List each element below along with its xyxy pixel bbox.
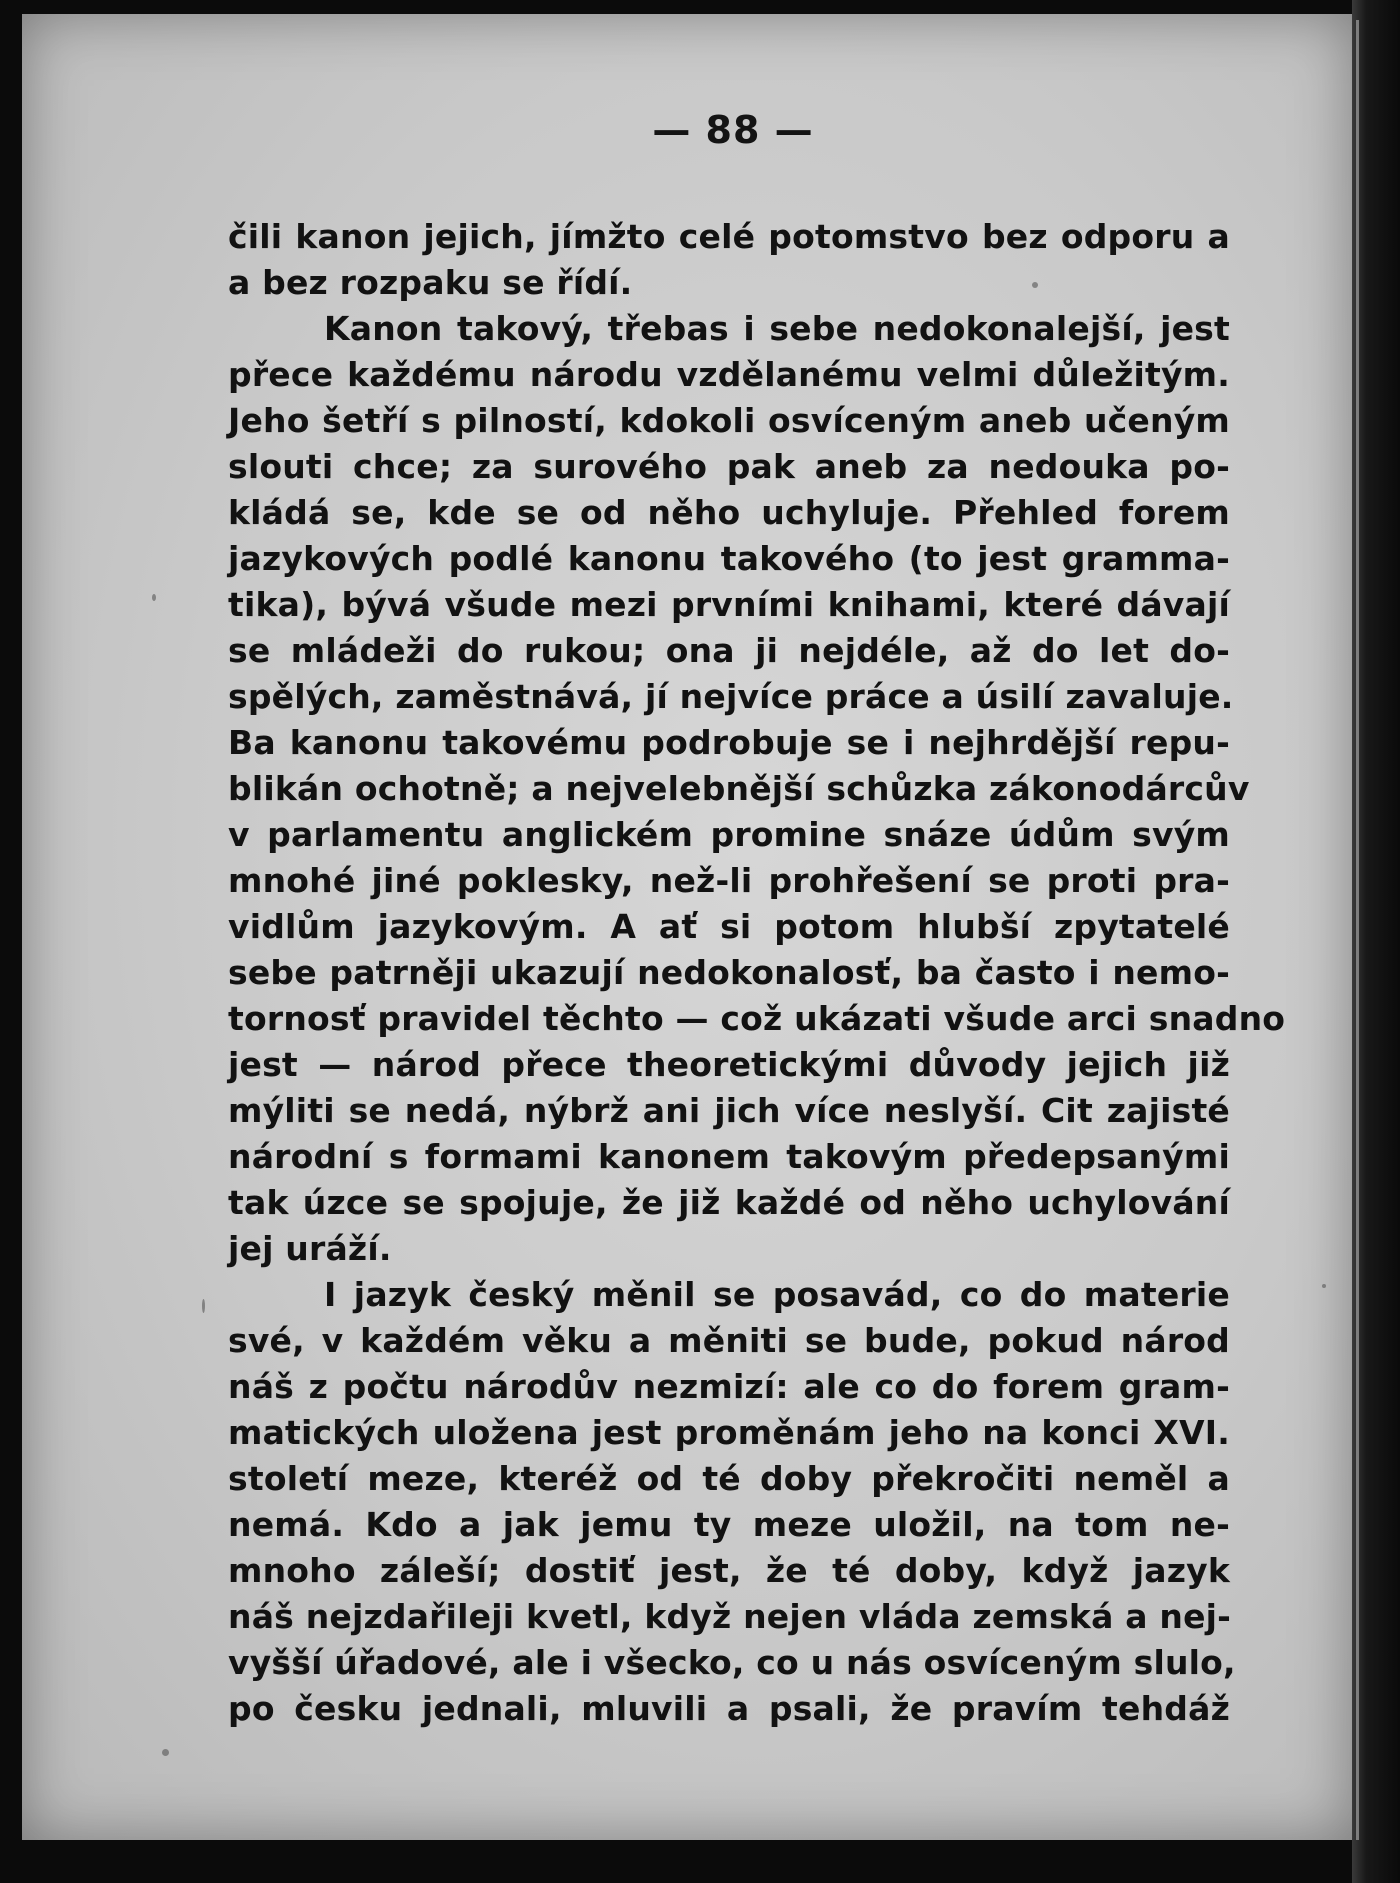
paragraph-first-line: Kanon takový, třebas i sebe nedokonalejší, jest <box>324 309 1230 348</box>
text-line: vyšší úřadové, ale i všecko, co u nás osvíceným slulo, <box>228 1643 1236 1682</box>
text-line: národní s formami kanonem takovým předepsanými <box>228 1137 1230 1176</box>
text-line: jej uráží. <box>228 1229 392 1268</box>
text-line: v parlamentu anglickém promine snáze údům svým <box>228 815 1230 854</box>
text-line: přece každému národu vzdělanému velmi důležitým. <box>228 355 1230 394</box>
text-line: tak úzce se spojuje, že již každé od něho uchylování <box>228 1183 1230 1222</box>
text-line: tornosť pravidel těchto — což ukázati všude arci snadno <box>228 999 1286 1038</box>
text-line: tika), bývá všude mezi prvními knihami, které dávají <box>228 585 1230 624</box>
paper-speck <box>202 1299 205 1313</box>
book-spine-edge <box>1356 20 1359 1840</box>
paper-speck <box>152 594 156 601</box>
text-line: matických uložena jest proměnám jeho na konci XVI. <box>228 1413 1230 1452</box>
body-text <box>228 214 1286 1732</box>
text-line: se mládeži do rukou; ona ji nejdéle, až do let do- <box>228 631 1230 670</box>
text-line: a bez rozpaku se řídí. <box>228 263 633 302</box>
text-line: mnoho záleší; dostiť jest, že té doby, když jazyk <box>228 1551 1230 1590</box>
text-line: náš z počtu národův nezmizí: ale co do forem gram- <box>228 1367 1230 1406</box>
text-line: mnohé jiné poklesky, než-li prohřešení se proti pra- <box>228 861 1230 900</box>
text-line: mýliti se nedá, nýbrž ani jich více neslyší. Cit zajisté <box>228 1091 1230 1130</box>
page-number: — 88 — <box>652 108 814 152</box>
text-line: vidlům jazykovým. A ať si potom hlubší zpytatelé <box>228 907 1230 946</box>
text-line: století meze, kteréž od té doby překročiti neměl a <box>228 1459 1230 1498</box>
paper-speck <box>1322 1284 1326 1288</box>
text-line: spělých, zaměstnává, jí nejvíce práce a úsilí zavaluje. <box>228 677 1234 716</box>
text-line: jest — národ přece theoretickými důvody jejich již <box>228 1045 1230 1084</box>
text-line: Jeho šetří s pilností, kdokoli osvíceným aneb učeným <box>228 401 1230 440</box>
paper-speck <box>162 1749 169 1756</box>
text-line: náš nejzdařileji kvetl, když nejen vláda zemská a nej- <box>228 1597 1232 1636</box>
text-line: kládá se, kde se od něho uchyluje. Přehled forem <box>228 493 1230 532</box>
text-line: po česku jednali, mluvili a psali, že pravím tehdáž <box>228 1689 1230 1728</box>
paragraph-first-line: I jazyk český měnil se posavád, co do materie <box>324 1275 1230 1314</box>
text-line: sebe patrněji ukazují nedokonalosť, ba často i nemo- <box>228 953 1230 992</box>
text-line: blikán ochotně; a nejvelebnější schůzka zákonodárcův <box>228 769 1250 808</box>
text-line: slouti chce; za surového pak aneb za nedouka po- <box>228 447 1230 486</box>
text-line: Ba kanonu takovému podrobuje se i nejhrdější repu- <box>228 723 1230 762</box>
page-edge-shadow <box>1352 0 1400 1883</box>
text-line: čili kanon jejich, jímžto celé potomstvo bez odporu a <box>228 217 1230 256</box>
text-line: své, v každém věku a měniti se bude, pokud národ <box>228 1321 1230 1360</box>
text-line: nemá. Kdo a jak jemu ty meze uložil, na tom ne- <box>228 1505 1230 1544</box>
text-line: jazykových podlé kanonu takového (to jest gramma- <box>228 539 1230 578</box>
